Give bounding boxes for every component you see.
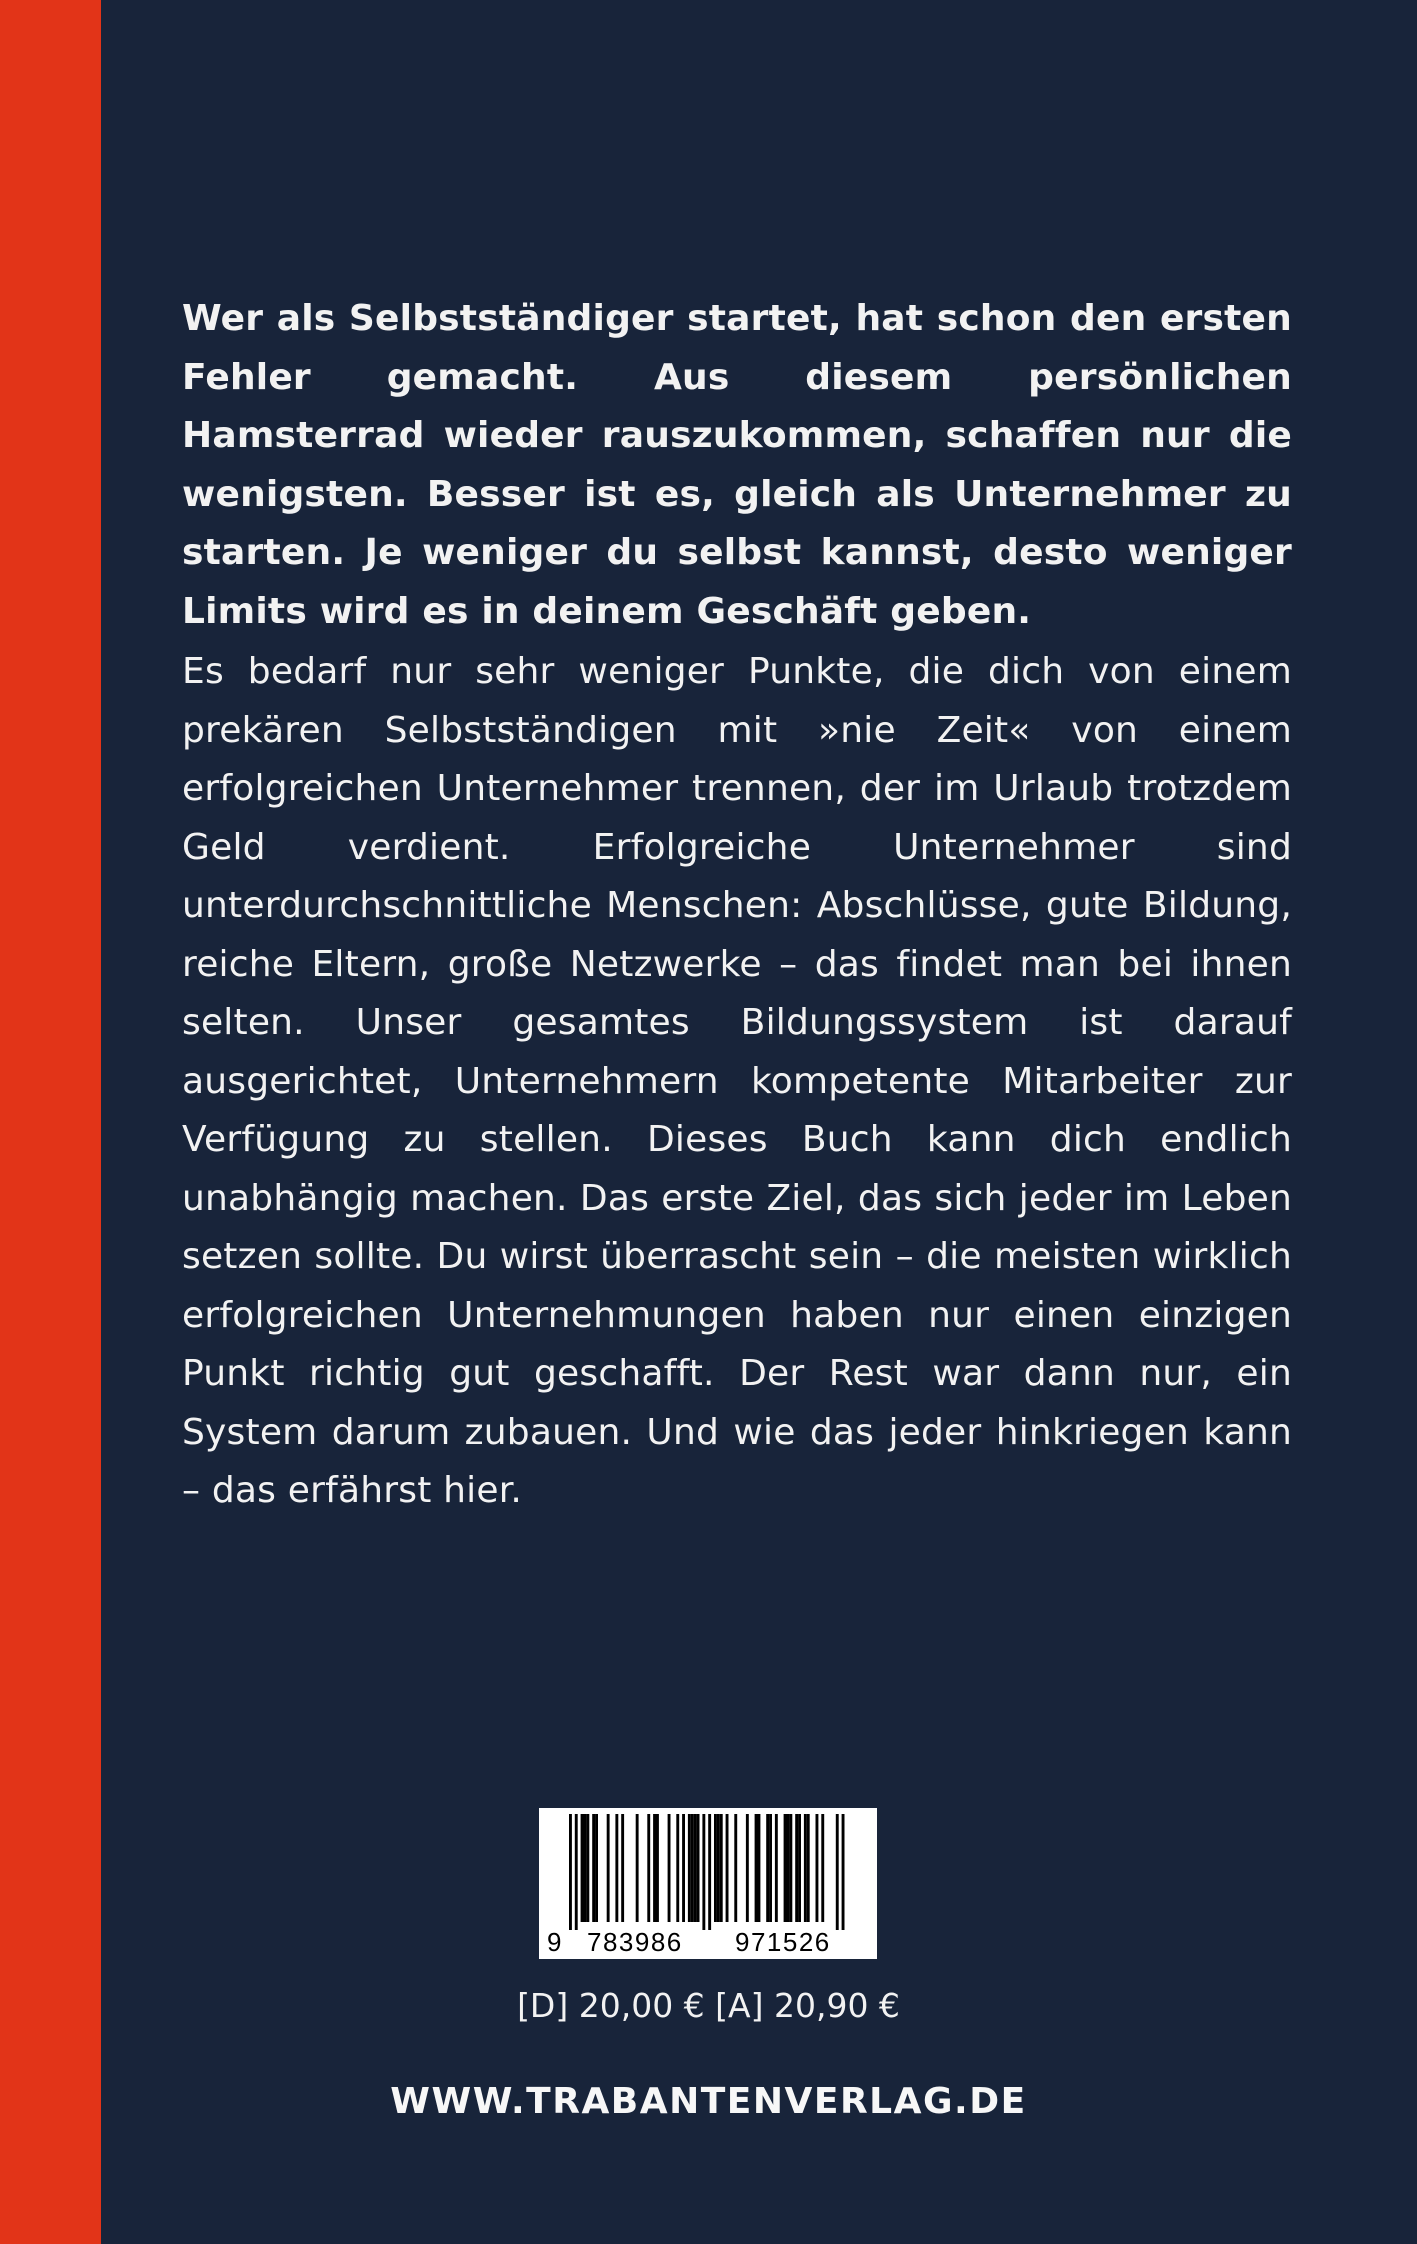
barcode-bar xyxy=(621,1814,624,1922)
barcode-bar xyxy=(647,1814,650,1922)
barcode-bar xyxy=(682,1814,685,1922)
price-label: [D] 20,00 € [A] 20,90 € xyxy=(517,1986,900,2025)
barcode-bar xyxy=(584,1814,587,1922)
barcode-digits xyxy=(539,1925,877,1959)
barcode-bar xyxy=(688,1814,691,1922)
barcode-bar xyxy=(836,1814,839,1930)
barcode-left-group: 783986 xyxy=(587,1927,683,1957)
barcode-bar xyxy=(581,1814,584,1922)
blurb-lead-paragraph: Wer als Selbstständiger startet, hat schon den ersten Fehler gemacht. Aus diesem persönlichen Hamsterrad wieder rauszukommen, schaffen nur die wenigsten. Besser ist es, gleich als Unternehmer zu starten. Je weniger du selbst kannst, desto weniger Limits wird es in deinem Geschäft geben. xyxy=(182,298,1292,632)
barcode-bar xyxy=(586,1814,589,1922)
barcode-bar xyxy=(569,1814,572,1930)
barcode-bar xyxy=(676,1814,679,1922)
barcode-bar xyxy=(653,1814,656,1922)
barcode-bar xyxy=(755,1814,758,1922)
isbn-barcode xyxy=(539,1808,877,1959)
barcode-bar xyxy=(798,1814,801,1922)
barcode-bar xyxy=(720,1814,723,1922)
barcode-bar xyxy=(575,1814,578,1930)
red-spine-stripe xyxy=(0,0,101,2244)
barcode-bar xyxy=(784,1814,787,1922)
barcode-bar xyxy=(795,1814,798,1922)
barcode-bar xyxy=(821,1814,824,1922)
barcode-bar xyxy=(668,1814,671,1922)
barcode-bar xyxy=(807,1814,810,1922)
barcode-bar xyxy=(595,1814,598,1922)
barcode-bar xyxy=(842,1814,845,1930)
barcode-bar xyxy=(758,1814,761,1922)
barcode-bar xyxy=(714,1814,717,1922)
barcode-bar xyxy=(717,1814,720,1922)
barcode-right-group: 971526 xyxy=(735,1927,831,1957)
barcode-bar xyxy=(726,1814,729,1922)
barcode-bar xyxy=(702,1814,705,1930)
barcode-bar xyxy=(769,1814,772,1922)
barcode-bar xyxy=(816,1814,819,1922)
barcode-bar xyxy=(734,1814,737,1922)
publisher-website: WWW.TRABANTENVERLAG.DE xyxy=(390,2081,1027,2122)
barcode-bar xyxy=(691,1814,694,1922)
barcode-bar xyxy=(615,1814,618,1922)
barcode-bar xyxy=(746,1814,749,1922)
blurb-body-paragraph: Es bedarf nur sehr weniger Punkte, die dich von einem prekären Selbstständigen mit »nie Zeit« von einem erfolgreichen Unternehmer trennen, der im Urlaub trotzdem Geld verdient. Erfolgreiche Unternehmer sind unterdurchschnittliche Menschen: Abschlüsse, gute Bildung, reiche Eltern, große Netzwerke – das findet man bei ihnen selten. Unser gesamtes Bildungssystem ist darauf ausgerichtet, Unternehmern kompetente Mitarbeiter zur Verfügung zu stellen. Dieses Buch kann dich endlich unabhängig machen. Das erste Ziel, das sich jeder im Leben setzen sollte. Du wirst überrascht sein – die meisten wirklich erfolgreichen Unternehmungen haben nur einen einzigen Punkt richtig gut geschafft. Der Rest war dann nur, ein System darum zubauen. Und wie das jeder hinkriegen kann – das erfährst hier. xyxy=(182,651,1292,1511)
barcode-bar xyxy=(607,1814,610,1922)
barcode-bar xyxy=(787,1814,790,1922)
barcode-bar xyxy=(636,1814,639,1922)
barcode-bar xyxy=(708,1814,711,1930)
barcode-bar xyxy=(766,1814,769,1922)
barcode-bar xyxy=(656,1814,659,1922)
barcode-bar xyxy=(775,1814,778,1922)
barcode-bar xyxy=(804,1814,807,1922)
barcode-first-digit: 9 xyxy=(547,1927,562,1957)
barcode-bar xyxy=(592,1814,595,1922)
barcode-bar xyxy=(694,1814,697,1922)
barcode-bar xyxy=(789,1814,792,1922)
barcode-bar xyxy=(697,1814,700,1922)
